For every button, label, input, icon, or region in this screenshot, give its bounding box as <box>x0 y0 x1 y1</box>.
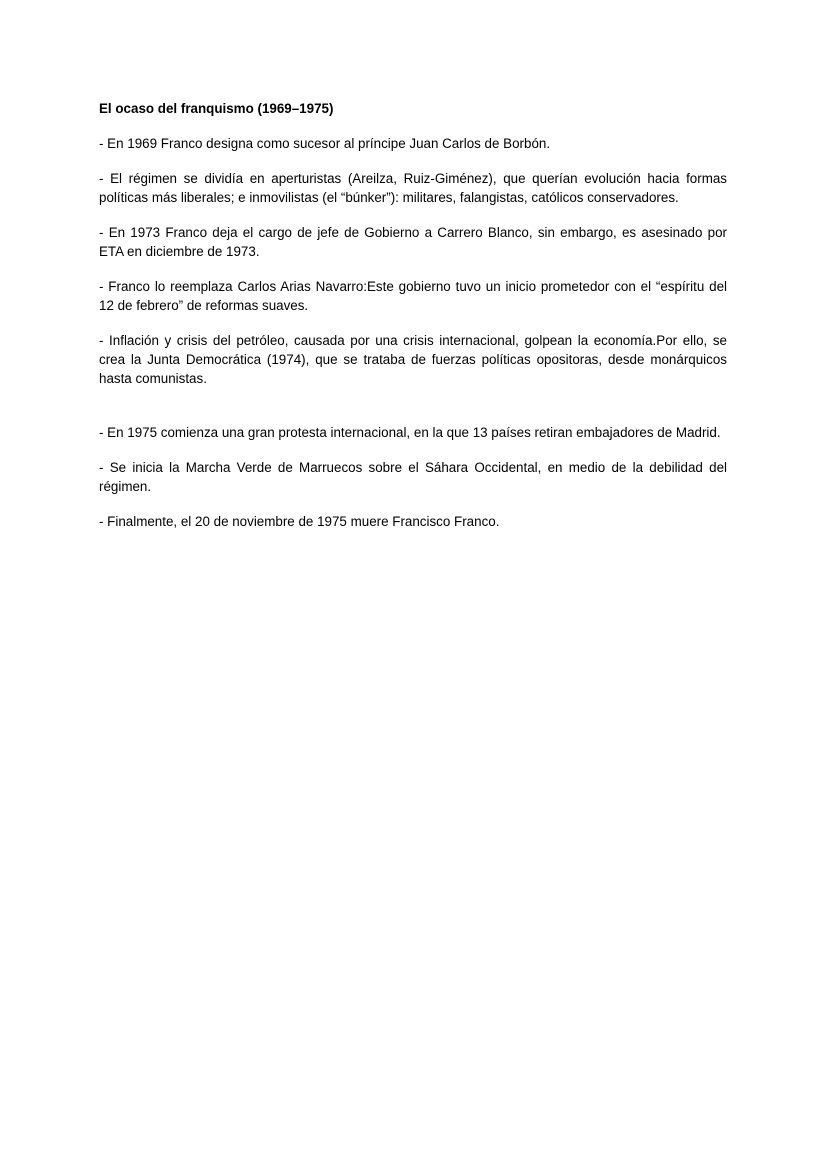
paragraph-sucesor: - En 1969 Franco designa como sucesor al príncipe Juan Carlos de Borbón. <box>99 136 551 151</box>
document-title: El ocaso del franquismo (1969–1975) <box>99 101 334 116</box>
paragraph-carrero-blanco: - En 1973 Franco deja el cargo de jefe de Gobierno a Carrero Blanco, sin embargo, es asesinado por ETA en diciembre de 1973. <box>99 225 727 259</box>
paragraph-marcha-verde: - Se inicia la Marcha Verde de Marruecos sobre el Sáhara Occidental, en medio de la debilidad del régimen. <box>99 460 727 494</box>
document-page <box>99 99 727 547</box>
paragraph-arias-navarro: - Franco lo reemplaza Carlos Arias Navarro:Este gobierno tuvo un inicio prometedor con el “espíritu del 12 de febrero” de reformas suaves. <box>99 279 727 313</box>
paragraph-inflacion: - Inflación y crisis del petróleo, causada por una crisis internacional, golpean la economía.Por ello, se crea la Junta Democrática (1974), que se trataba de fuerzas políticas opositoras, desde monárquicos hasta comunistas. <box>99 333 727 386</box>
paragraph-muerte-franco: - Finalmente, el 20 de noviembre de 1975 muere Francisco Franco. <box>99 514 500 529</box>
paragraph-protesta-internacional: - En 1975 comienza una gran protesta internacional, en la que 13 países retiran embajadores de Madrid. <box>99 425 721 440</box>
paragraph-regimen-dividido: - El régimen se dividía en aperturistas (Areilza, Ruiz-Giménez), que querían evolución hacia formas políticas más liberales; e inmovilistas (el “búnker”): militares, falangistas, católicos conservadores. <box>99 171 727 205</box>
